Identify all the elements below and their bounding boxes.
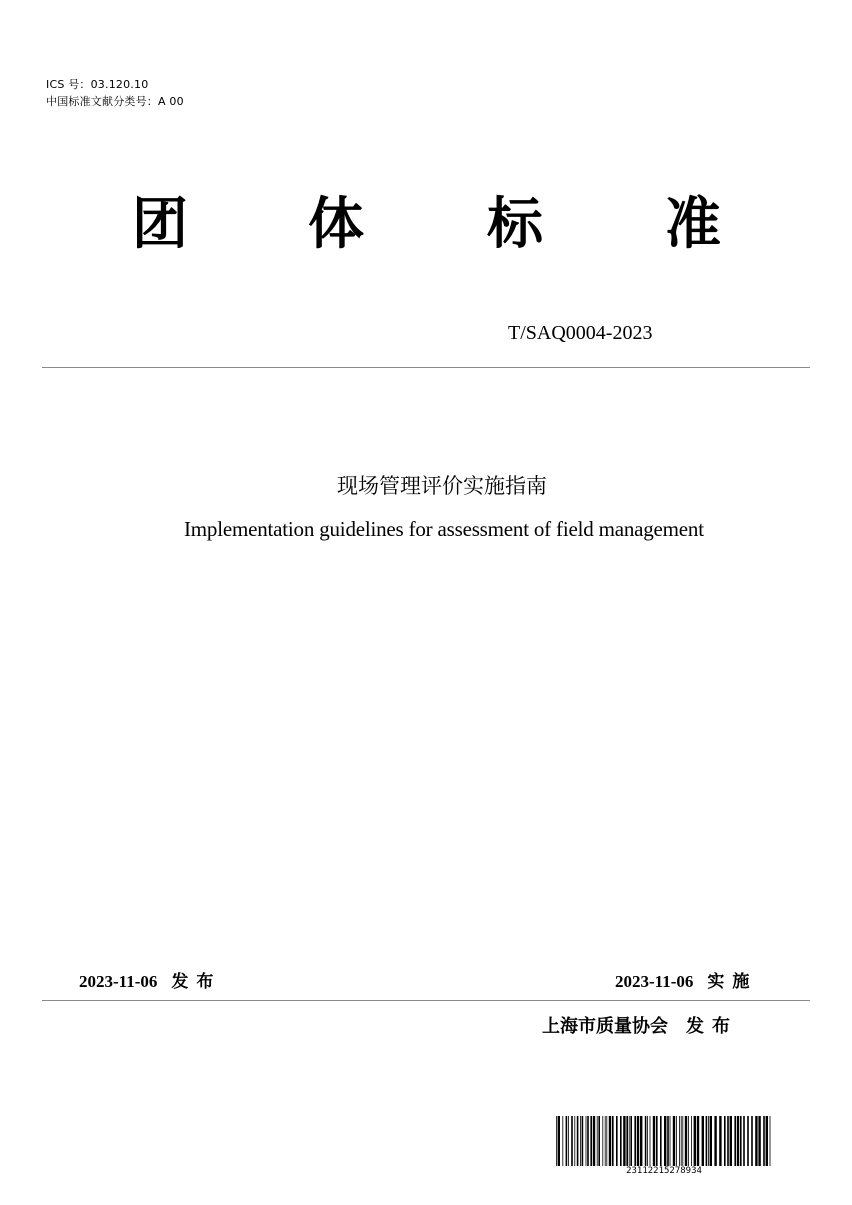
barcode-bar: [702, 1116, 704, 1166]
barcode-bar: [623, 1116, 625, 1166]
barcode-bar: [580, 1116, 581, 1166]
document-type-char: 标: [487, 192, 543, 257]
barcode-bar: [708, 1116, 709, 1166]
barcode-bar: [667, 1116, 669, 1166]
barcode-bar: [694, 1116, 696, 1166]
barcode-bar: [751, 1116, 753, 1166]
barcode-bar: [598, 1116, 600, 1166]
barcode-bar: [727, 1116, 729, 1166]
barcode-bar: [673, 1116, 675, 1166]
barcode-bar: [670, 1116, 671, 1166]
barcode-bar: [556, 1116, 557, 1166]
barcode-bar: [571, 1116, 573, 1166]
barcode-bar: [691, 1116, 692, 1166]
barcode-bar: [626, 1116, 628, 1166]
barcode: [554, 1116, 774, 1178]
document-type-char: 准: [665, 192, 721, 257]
barcode-bar: [710, 1116, 712, 1166]
barcode-bar: [587, 1116, 589, 1166]
top-divider: [42, 367, 810, 368]
barcode-bar: [566, 1116, 568, 1166]
barcode-bar: [582, 1116, 584, 1166]
barcode-bar: [706, 1116, 708, 1166]
implement-date-line: [615, 970, 757, 994]
barcode-bar: [574, 1116, 575, 1166]
implement-date: 2023-11-06: [615, 972, 694, 991]
barcode-bar: [747, 1116, 749, 1166]
barcode-bar: [743, 1116, 745, 1166]
barcode-bar: [620, 1116, 622, 1166]
implement-label: 实施: [707, 972, 758, 992]
barcode-bar: [586, 1116, 587, 1166]
barcode-bar: [577, 1116, 579, 1166]
barcode-bar: [730, 1116, 732, 1166]
barcode-bar: [656, 1116, 658, 1166]
barcode-bar: [758, 1116, 760, 1166]
barcode-bar: [770, 1116, 771, 1166]
barcode-bar: [609, 1116, 611, 1166]
barcode-bar: [681, 1116, 682, 1166]
document-type-char: 体: [308, 192, 364, 257]
publisher-name: 上海市质量协会: [542, 1016, 668, 1037]
barcode-bar: [602, 1116, 603, 1166]
barcode-bar: [697, 1116, 699, 1166]
barcode-number: 23112215278934: [626, 1166, 702, 1176]
publish-label: 发布: [171, 972, 222, 992]
barcode-bar: [734, 1116, 736, 1166]
barcode-bar: [650, 1116, 651, 1166]
barcode-bar: [766, 1116, 768, 1166]
barcode-bar: [653, 1116, 655, 1166]
document-type-char: 团: [132, 192, 188, 257]
barcode-bar: [714, 1116, 716, 1166]
barcode-bar: [719, 1116, 721, 1166]
barcode-bar: [616, 1116, 618, 1166]
barcode-bar: [568, 1116, 569, 1166]
barcode-bar: [597, 1116, 598, 1166]
barcode-bar: [562, 1116, 563, 1166]
barcode-bar: [605, 1116, 606, 1166]
barcode-bar: [755, 1116, 757, 1166]
barcode-bars: [554, 1116, 774, 1166]
barcode-bar: [724, 1116, 726, 1166]
publish-date: 2023-11-06: [79, 972, 158, 991]
barcode-bar: [590, 1116, 592, 1166]
publisher-line: [542, 1014, 738, 1040]
barcode-bar: [640, 1116, 642, 1166]
barcode-bar: [679, 1116, 680, 1166]
barcode-bar: [740, 1116, 742, 1166]
barcode-bar: [593, 1116, 595, 1166]
publish-date-line: [79, 970, 221, 994]
barcode-bar: [763, 1116, 765, 1166]
document-type-title: [0, 190, 852, 260]
barcode-bar: [645, 1116, 647, 1166]
barcode-bar: [558, 1116, 560, 1166]
barcode-bar: [647, 1116, 648, 1166]
barcode-bar: [664, 1116, 666, 1166]
barcode-bar: [682, 1116, 683, 1166]
barcode-bar: [660, 1116, 662, 1166]
barcode-bar: [685, 1116, 687, 1166]
ccs-classification: 中国标准文献分类号：A 00: [46, 95, 184, 108]
barcode-bar: [612, 1116, 614, 1166]
barcode-bar: [634, 1116, 636, 1166]
chinese-title: 现场管理评价实施指南: [337, 474, 547, 498]
bottom-divider: [42, 1000, 810, 1001]
ics-number: ICS 号：03.120.10: [46, 78, 149, 91]
publisher-action: 发布: [686, 1016, 738, 1037]
barcode-bar: [606, 1116, 607, 1166]
barcode-bar: [737, 1116, 739, 1166]
english-title: Implementation guidelines for assessment of field management: [184, 517, 704, 541]
barcode-bar: [688, 1116, 689, 1166]
barcode-bar: [629, 1116, 630, 1166]
barcode-bar: [637, 1116, 639, 1166]
barcode-bar: [676, 1116, 677, 1166]
standard-code: T/SAQ0004-2023: [508, 322, 653, 344]
barcode-bar: [630, 1116, 632, 1166]
